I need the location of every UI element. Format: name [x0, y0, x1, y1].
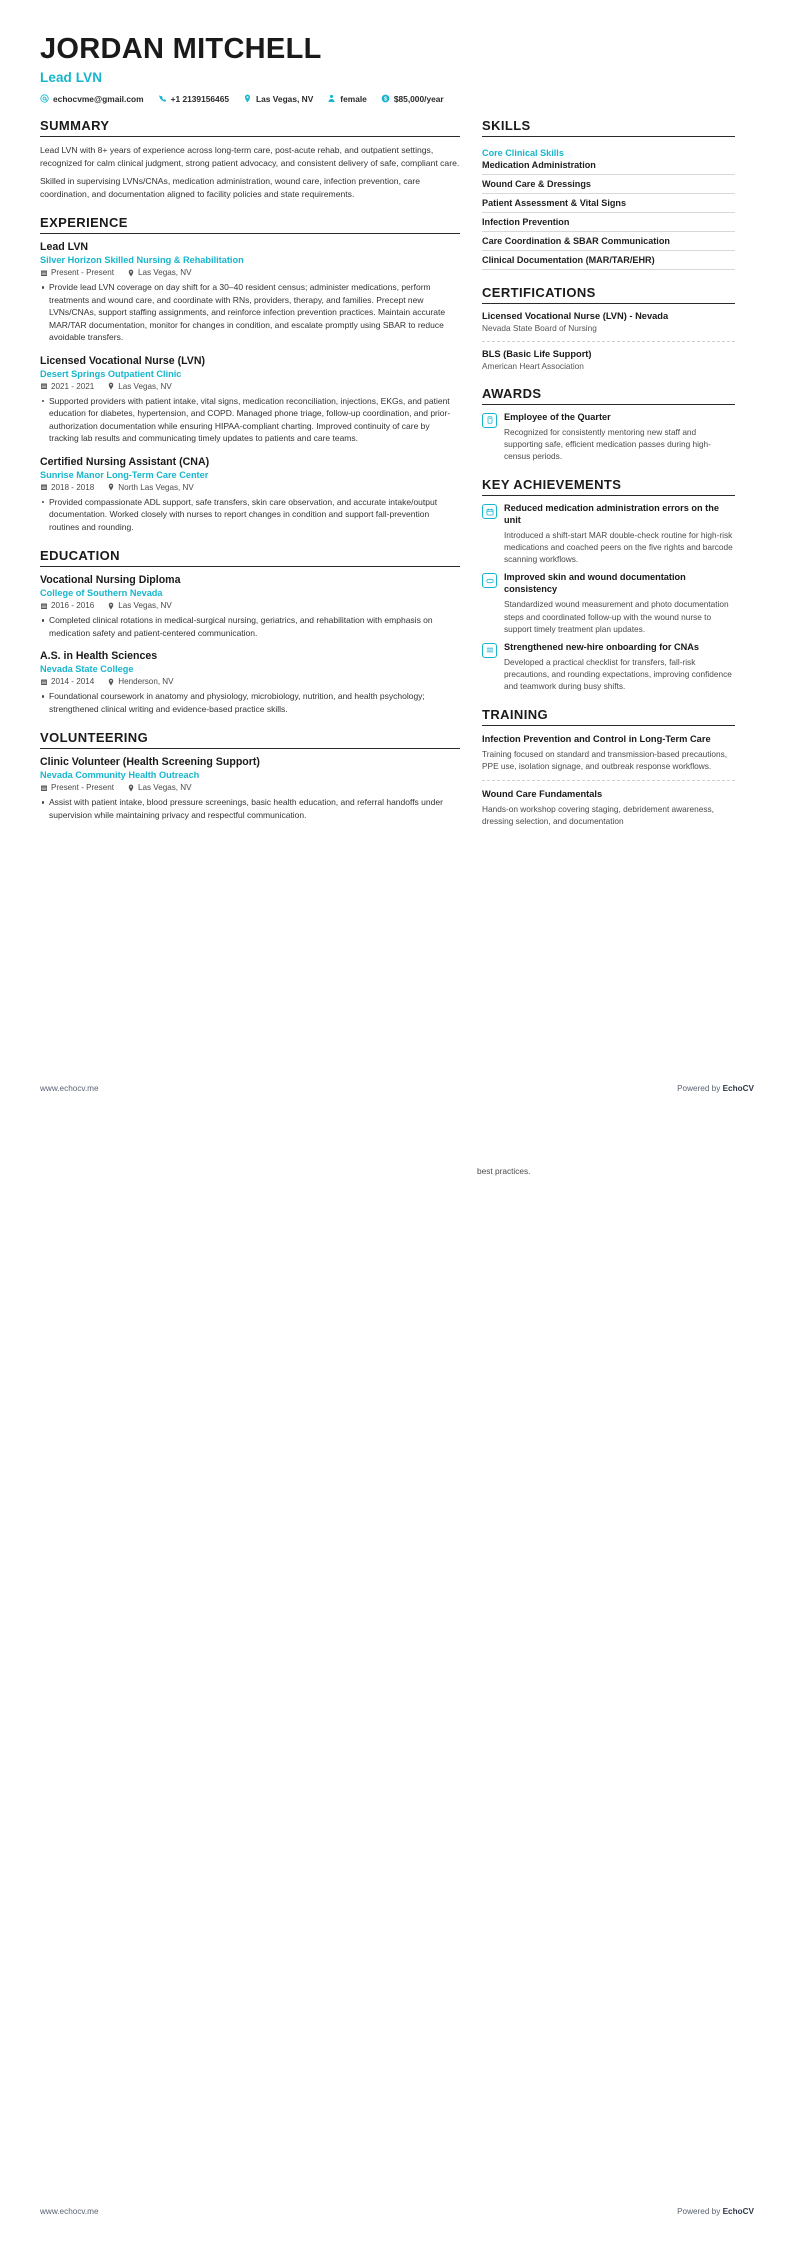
experience-heading: EXPERIENCE — [40, 215, 460, 234]
page-footer — [40, 1084, 754, 1093]
summary-heading: SUMMARY — [40, 118, 460, 137]
section-summary — [40, 118, 460, 201]
contact-salary-text: $85,000/year — [393, 93, 444, 104]
resume-page-2 — [0, 1123, 794, 2246]
award-badge-icon — [482, 413, 497, 428]
achievement-item — [482, 572, 735, 634]
volunteering-heading: VOLUNTEERING — [40, 730, 460, 749]
location-pin-icon — [107, 483, 115, 491]
calendar-icon — [40, 382, 48, 390]
training-heading: TRAINING — [482, 707, 735, 726]
achievement-description: Introduced a shift-start MAR double-check routine for high-risk medications and coached peers on the five rights and barcode scanning workflows. — [504, 530, 733, 565]
achievement-description: Developed a practical checklist for transfers, fall-risk precautions, and rounding expectations, improving confidence and teamwork during busy shifts. — [504, 657, 732, 692]
achievement-title: Improved skin and wound documentation consistency — [504, 572, 686, 594]
dollar-coin-icon — [381, 94, 390, 103]
candidate-role: Lead LVN — [40, 69, 103, 85]
entry-location-text: Las Vegas, NV — [137, 268, 192, 278]
entry-bullets — [40, 614, 460, 639]
bullet-item: Completed clinical rotations in medical-surgical nursing, geriatrics, and rehabilitation with emphasis on medication safety and patient-centered communication. — [40, 614, 460, 639]
skills-heading: SKILLS — [482, 118, 735, 137]
section-skills — [482, 118, 735, 270]
entry-location — [127, 783, 192, 792]
entry-location-text: Las Vegas, NV — [118, 381, 172, 391]
footer-brand-name: EchoCV — [722, 1084, 754, 1093]
training-item — [482, 788, 735, 827]
achievement-title: Strengthened new-hire onboarding for CNAs — [504, 641, 699, 652]
entry-organization: Desert Springs Outpatient Clinic — [40, 368, 182, 379]
footer-url[interactable]: www.echocv.me — [40, 2207, 99, 2216]
entry-dates — [40, 783, 114, 792]
footer-brand — [677, 1084, 754, 1093]
achievement-description: Standardized wound measurement and photo documentation steps and coordinated follow-up with the wound nurse to support timely treatment plan updates. — [504, 599, 729, 634]
certification-item — [482, 349, 735, 371]
entry-location-text: North Las Vegas, NV — [118, 482, 194, 492]
bullet-item: Provide lead LVN coverage on day shift for a 30–40 resident census; administer medications, perform treatments and wound care, and coordinate with RNs, providers, therapy, and families. Precept new LVNs/CNAs, support staffing assignments, and reinforce infection prevention practices. Maintain accurate MAR/TAR documentation, monitor for changes in condition, and escalate promptly using SBAR to reduce avoidable transfers. — [40, 281, 460, 343]
certification-name: BLS (Basic Life Support) — [482, 348, 592, 359]
entry-meta — [40, 601, 460, 610]
entry-bullets — [40, 796, 460, 821]
email-icon — [40, 94, 49, 103]
calendar-icon — [40, 602, 48, 610]
entry-title: Certified Nursing Assistant (CNA) — [40, 455, 210, 468]
entry-dates-text: Present - Present — [51, 783, 114, 793]
entry-location-text: Henderson, NV — [118, 677, 174, 687]
education-entry — [40, 574, 460, 639]
entry-location-text: Las Vegas, NV — [137, 783, 192, 793]
entry-bullets — [40, 690, 460, 715]
entry-organization: Silver Horizon Skilled Nursing & Rehabilitation — [40, 255, 244, 266]
entry-title: A.S. in Health Sciences — [40, 650, 158, 663]
entry-title: Clinic Volunteer (Health Screening Support) — [40, 756, 260, 769]
section-certifications — [482, 285, 735, 371]
location-pin-icon — [107, 382, 115, 390]
bullet-item: Assist with patient intake, blood pressure screenings, basic health education, and referral handoffs under supervision while maintaining privacy and respectful communication. — [40, 796, 460, 821]
summary-paragraph-1: Lead LVN with 8+ years of experience across long-term care, post-acute rehab, and outpatient settings, recognized for calm clinical judgment, strong patient advocacy, and consistent delivery of safe, compliant care. — [40, 144, 460, 168]
bullet-item: Supported providers with patient intake, vital signs, medication reconciliation, injections, EKGs, and patient education for diabetes, hypertension, and COPD. Managed phone triage, follow-up coordination, and prior-authorization documentation while ensuring HIPAA-compliant charting. Improved continuity of care by tracking lab results and communicating timely updates to patients and care teams. — [40, 395, 460, 445]
entry-dates — [40, 382, 94, 391]
training-description: Training focused on standard and transmission-based precautions, PPE use, isolation signage, and outbreak response workflows. — [482, 749, 728, 772]
footer-powered-text: Powered by — [677, 2207, 723, 2216]
entry-dates — [40, 677, 94, 686]
entry-organization: Nevada Community Health Outreach — [40, 770, 200, 781]
candidate-name: JORDAN MITCHELL — [40, 33, 322, 65]
section-education — [40, 548, 460, 715]
skill-item: Medication Administration — [482, 159, 735, 175]
footer-brand-name: EchoCV — [722, 2207, 754, 2216]
location-pin-icon — [243, 94, 252, 103]
bandage-icon — [482, 573, 497, 588]
training-item — [482, 733, 735, 772]
entry-title: Vocational Nursing Diploma — [40, 574, 181, 587]
entry-dates — [40, 601, 94, 610]
resume-header — [40, 34, 754, 104]
experience-entry — [40, 456, 460, 533]
calendar-icon — [40, 483, 48, 491]
award-description: Recognized for consistently mentoring new staff and supporting safe, efficient medication passes during high-census periods. — [504, 427, 711, 462]
page-footer — [40, 2207, 754, 2216]
divider — [482, 780, 735, 781]
award-item — [482, 412, 735, 463]
entry-location — [107, 601, 172, 610]
entry-bullets — [40, 395, 460, 445]
entry-dates-text: 2014 - 2014 — [51, 677, 95, 687]
entry-meta — [40, 783, 460, 792]
summary-paragraph-2: Skilled in supervising LVNs/CNAs, medication administration, wound care, infection prevention, care coordination, and documentation aligned to facility policies and state requirements. — [40, 175, 421, 199]
entry-location — [127, 268, 192, 277]
entry-meta — [40, 382, 460, 391]
list-lines-icon — [482, 643, 497, 658]
contact-salary — [381, 94, 444, 104]
phone-icon — [158, 94, 167, 103]
divider — [482, 341, 735, 342]
calendar-icon — [40, 678, 48, 686]
contact-phone[interactable] — [158, 94, 229, 104]
location-pin-icon — [127, 269, 135, 277]
entry-meta — [40, 268, 460, 277]
contact-email-text: echocvme@gmail.com — [53, 93, 144, 104]
achievement-item — [482, 503, 735, 565]
bullet-item: Provided compassionate ADL support, safe transfers, skin care observation, and accurate intake/output documentation. Worked closely with nurses to report changes in condition and support fall-prevention routines and rounding. — [40, 496, 460, 533]
location-pin-icon — [127, 784, 135, 792]
entry-organization: College of Southern Nevada — [40, 588, 163, 599]
entry-dates-text: Present - Present — [51, 268, 114, 278]
achievement-title: Reduced medication administration errors on the unit — [504, 503, 719, 525]
entry-bullets — [40, 281, 460, 343]
calendar-icon — [40, 269, 48, 277]
left-column — [40, 118, 460, 836]
contact-row — [40, 94, 754, 104]
calendar-icon — [482, 504, 497, 519]
entry-organization: Nevada State College — [40, 664, 134, 675]
training-title: Wound Care Fundamentals — [482, 789, 603, 800]
entry-location — [107, 483, 194, 492]
entry-title: Lead LVN — [40, 241, 89, 254]
entry-dates-text: 2021 - 2021 — [51, 381, 95, 391]
training-title: Infection Prevention and Control in Long-Term Care — [482, 734, 711, 745]
certification-issuer: Nevada State Board of Nursing — [482, 322, 597, 333]
education-heading: EDUCATION — [40, 548, 460, 567]
entry-meta — [40, 677, 460, 686]
skill-item: Infection Prevention — [482, 213, 735, 232]
person-icon — [327, 94, 336, 103]
section-key-achievements — [482, 477, 735, 692]
calendar-icon — [40, 784, 48, 792]
awards-heading: AWARDS — [482, 386, 735, 405]
contact-location — [243, 94, 313, 104]
experience-entry — [40, 355, 460, 445]
location-pin-icon — [107, 678, 115, 686]
skill-item: Wound Care & Dressings — [482, 175, 735, 194]
entry-dates — [40, 268, 114, 277]
entry-location — [107, 677, 173, 686]
training-description: Hands-on workshop covering staging, debridement awareness, dressing selection, and documentation — [482, 804, 714, 827]
certifications-heading: CERTIFICATIONS — [482, 285, 735, 304]
footer-url[interactable]: www.echocv.me — [40, 1084, 99, 1093]
experience-entry — [40, 241, 460, 343]
section-experience — [40, 215, 460, 533]
contact-gender-text: female — [340, 93, 367, 104]
entry-bullets — [40, 496, 460, 533]
footer-brand — [677, 2207, 754, 2216]
section-volunteering — [40, 730, 460, 821]
contact-location-text: Las Vegas, NV — [256, 93, 314, 104]
education-entry — [40, 650, 460, 715]
certification-name: Licensed Vocational Nurse (LVN) - Nevada — [482, 310, 669, 321]
skills-group-label: Core Clinical Skills — [482, 147, 564, 158]
section-awards — [482, 386, 735, 463]
entry-location-text: Las Vegas, NV — [118, 601, 172, 611]
contact-email[interactable] — [40, 94, 144, 104]
section-training — [482, 707, 735, 827]
entry-meta — [40, 483, 460, 492]
location-pin-icon — [107, 602, 115, 610]
entry-dates — [40, 483, 94, 492]
right-column — [482, 118, 735, 842]
key-achievements-heading: KEY ACHIEVEMENTS — [482, 477, 735, 496]
entry-dates-text: 2016 - 2016 — [51, 601, 95, 611]
skill-item: Care Coordination & SBAR Communication — [482, 232, 735, 251]
entry-organization: Sunrise Manor Long-Term Care Center — [40, 469, 209, 480]
svg-text:$: $ — [383, 96, 387, 103]
contact-phone-text: +1 2139156465 — [170, 93, 230, 104]
award-title: Employee of the Quarter — [504, 411, 611, 422]
skill-item: Patient Assessment & Vital Signs — [482, 194, 735, 213]
entry-dates-text: 2018 - 2018 — [51, 482, 95, 492]
training-continuation: best practices. — [477, 1166, 531, 1176]
bullet-item: Foundational coursework in anatomy and physiology, microbiology, nutrition, and health psychology; strengthened clinical writing and evidence-based practice skills. — [40, 690, 460, 715]
skill-item: Clinical Documentation (MAR/TAR/EHR) — [482, 251, 735, 270]
achievement-item — [482, 642, 735, 693]
volunteering-entry — [40, 756, 460, 821]
contact-gender — [327, 94, 367, 104]
certification-issuer: American Heart Association — [482, 360, 584, 371]
entry-location — [107, 382, 172, 391]
entry-title: Licensed Vocational Nurse (LVN) — [40, 354, 206, 367]
footer-powered-text: Powered by — [677, 1084, 723, 1093]
certification-item — [482, 311, 735, 333]
